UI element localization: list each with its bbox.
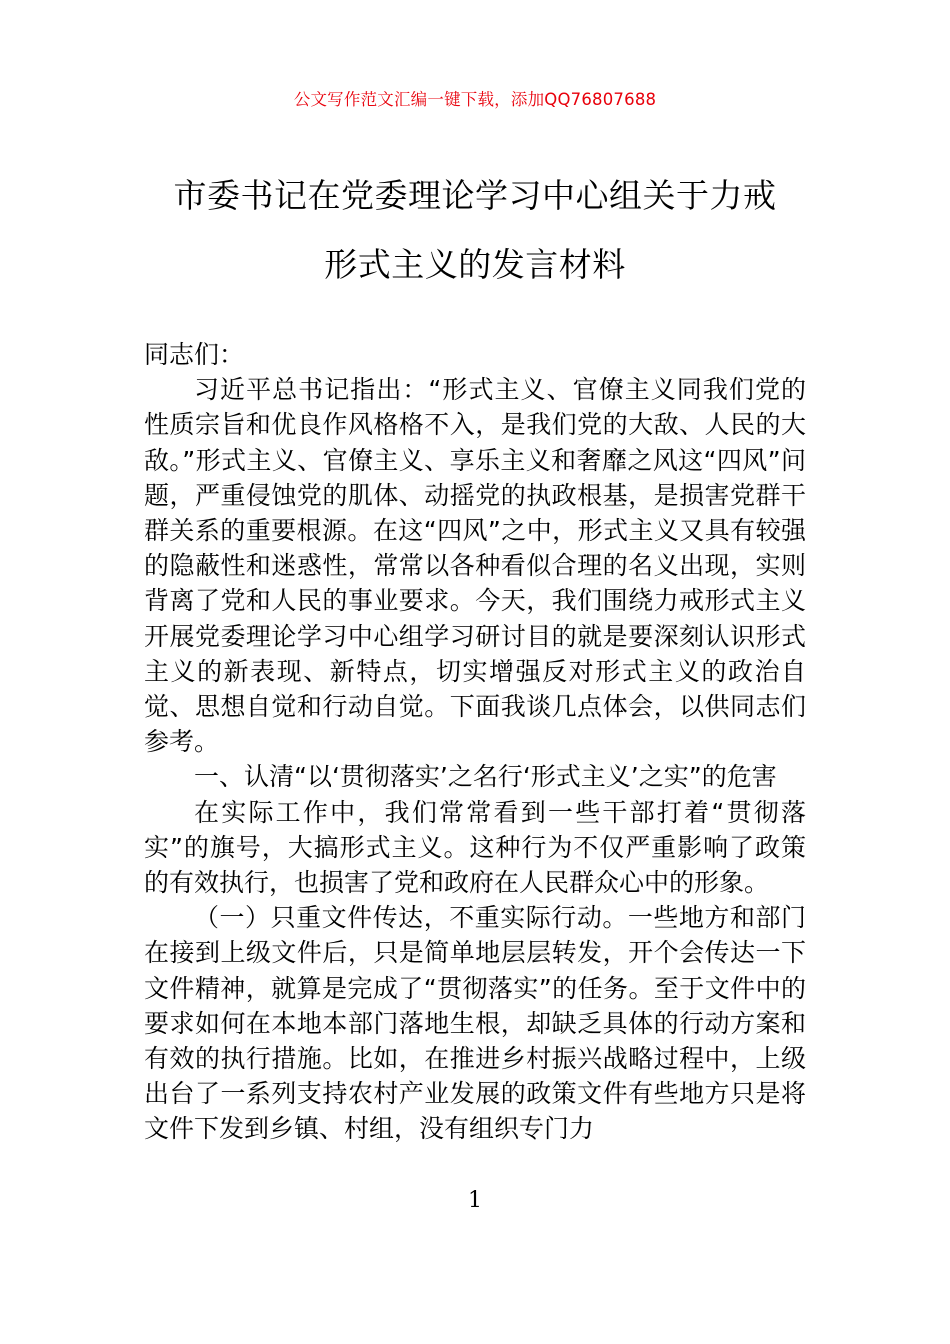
paragraph-section-1: 在实际工作中，我们常常看到一些干部打着“贯彻落实”的旗号，大搞形式主义。这种行为不仅严重影响了政策的有效执行，也损害了党和政府在人民群众心中的形象。 <box>144 797 806 898</box>
page-number: 1 <box>468 1188 482 1213</box>
document-body <box>144 337 806 1147</box>
download-notice: 公文写作范文汇编一键下载，添加QQ76807688 <box>293 90 657 109</box>
paragraph-subsection-1: （一）只重文件传达，不重实际行动。一些地方和部门在接到上级文件后，只是简单地层层转发，开个会传达一下文件精神，就算是完成了“贯彻落实”的任务。至于文件中的要求如何在本地本部门落地生根，却缺乏具体的行动方案和有效的执行措施。比如，在推进乡村振兴战略过程中，上级出台了一系列支持农村产业发展的政策文件有些地方只是将文件下发到乡镇、村组，没有组织专门力 <box>144 903 806 1144</box>
document-title-line-1: 市委书记在党委理论学习中心组关于力戒 <box>173 176 777 215</box>
paragraph-intro: 习近平总书记指出：“形式主义、官僚主义同我们党的性质宗旨和优良作风格格不入，是我们党的大敌、人民的大敌。”形式主义、官僚主义、享乐主义和奢靡之风这“四风”问题，严重侵蚀党的肌体、动摇党的执政根基，是损害党群干群关系的重要根源。在这“四风”之中，形式主义又具有较强的隐蔽性和迷惑性，常常以各种看似合理的名义出现，实则背离了党和人民的事业要求。今天，我们围绕力戒形式主义开展党委理论学习中心组学习研讨目的就是要深刻认识形式主义的新表现、新特点，切实增强反对形式主义的政治自觉、思想自觉和行动自觉。下面我谈几点体会，以供同志们参考。 <box>144 375 806 757</box>
document-title-line-2: 形式主义的发言材料 <box>324 245 626 284</box>
salutation: 同志们： <box>144 340 245 369</box>
section-heading-1: 一、认清“以‘贯彻落实’之名行‘形式主义’之实”的危害 <box>194 762 777 792</box>
